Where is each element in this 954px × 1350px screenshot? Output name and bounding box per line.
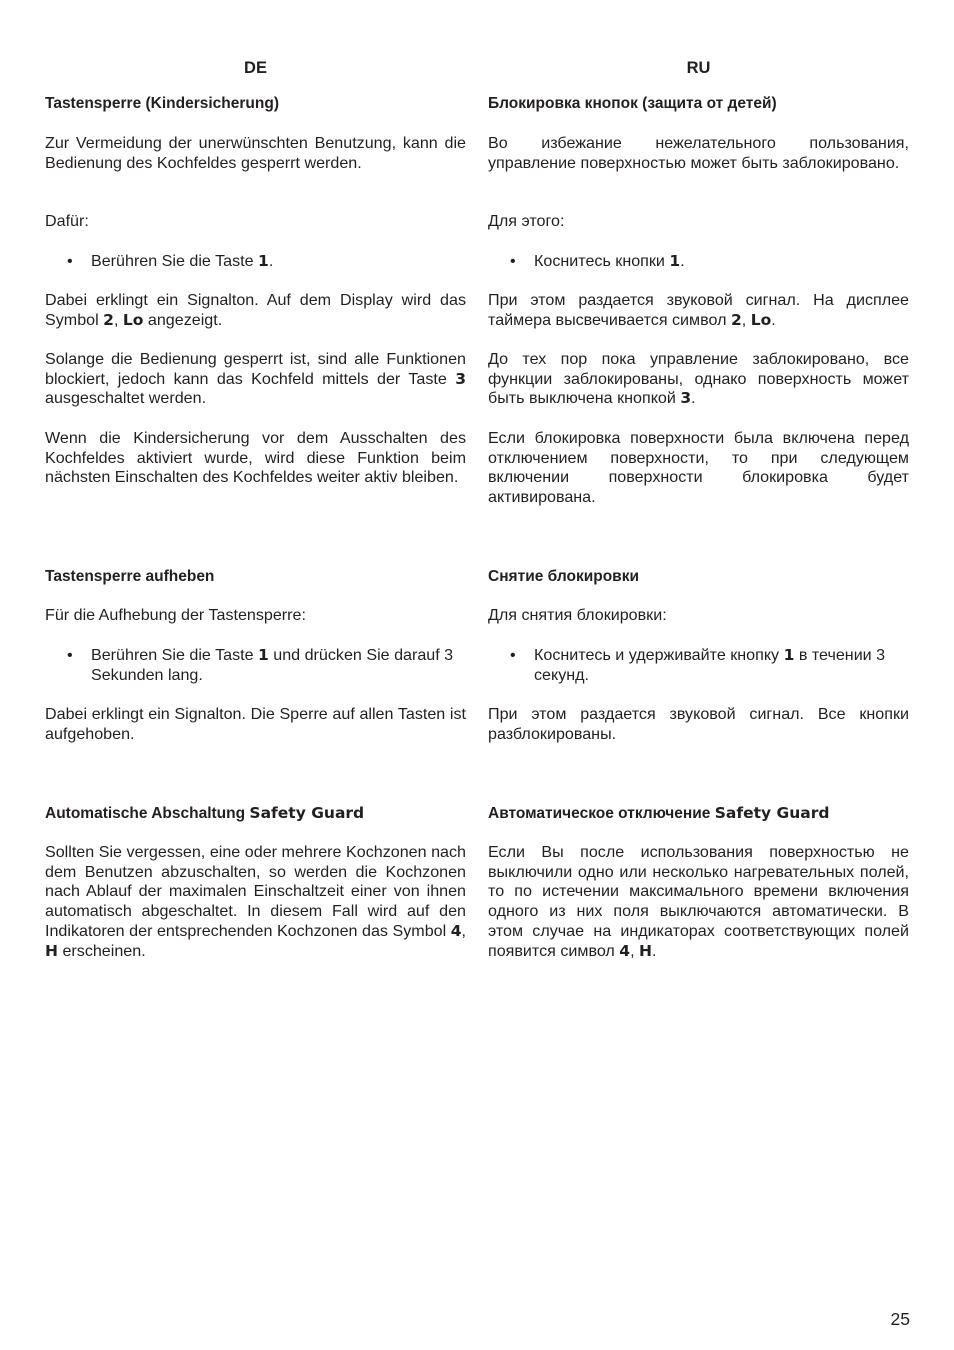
paragraph-key-lock-for-this: Для этого: [488, 212, 565, 230]
language-label-de: DE [244, 59, 267, 77]
safety-guard-brand: Safety Guard [249, 804, 365, 822]
paragraph-key-lock-persist: Если блокировка поверхности была включена перед отключением поверхности, то при следующем включении поверхности блокировка будет активирована. [488, 429, 909, 507]
display-symbol: Lo [122, 310, 144, 329]
bullet-dot-icon: • [67, 646, 73, 664]
display-symbol: H [45, 941, 58, 960]
heading-unlock: Снятие блокировки [488, 568, 639, 585]
key-symbol: 1 [783, 646, 795, 664]
heading-key-lock: Блокировка кнопок (защита от детей) [488, 95, 777, 112]
display-symbol: Lo [750, 310, 772, 329]
safety-guard-brand: Safety Guard [714, 804, 830, 822]
paragraph-key-lock-blocked: До тех пор пока управление заблокировано, все функции заблокированы, однако поверхность может быть выключена кнопкой 3. [488, 350, 909, 408]
paragraph-key-lock-signal: Dabei erklingt ein Signalton. Auf dem Display wird das Symbol 2, Lo angezeigt. [45, 291, 466, 329]
paragraph-safety-guard: Sollten Sie vergessen, eine oder mehrere Kochzonen nach dem Benutzen abzuschalten, so werden die Kochzonen nach Ablauf der maximalen Einschaltzeit einer von ihnen automatisch abgeschaltet. In diesem Fall wird auf den Indikatoren der entsprechenden Kochzonen das Symbol 4, H erscheinen. [45, 843, 466, 960]
heading-safety-guard: Автоматическое отключение Safety Guard [488, 804, 830, 822]
paragraph-unlock-signal: При этом раздается звуковой сигнал. Все кнопки разблокированы. [488, 705, 909, 743]
bullet-item-key-lock: • Berühren Sie die Taste 1. [67, 252, 274, 270]
heading-safety-guard: Automatische Abschaltung Safety Guard [45, 804, 365, 822]
bullet-item-unlock: • Коснитесь и удерживайте кнопку 1 в течении 3 секунд. [510, 646, 886, 684]
key-symbol: 1 [258, 646, 269, 664]
paragraph-safety-guard: Если Вы после использования поверхностью не выключили одно или несколько нагревательных полей, то по истечении максимального времени включения одного из них поля выключаются автоматически. В этом случае на индикаторах соответствующих полей появится символ 4, H. [488, 843, 909, 960]
language-label-ru: RU [686, 59, 711, 77]
paragraph-unlock-signal: Dabei erklingt ein Signalton. Die Sperre auf allen Tasten ist aufgehoben. [45, 705, 466, 743]
heading-key-lock: Tastensperre (Kindersicherung) [45, 95, 279, 112]
bullet-dot-icon: • [510, 646, 516, 664]
paragraph-unlock-intro: Для снятия блокировки: [488, 606, 667, 624]
key-symbol: 4 [450, 921, 462, 940]
bullet-item-key-lock: • Коснитесь кнопки 1. [510, 252, 685, 270]
display-symbol: H [639, 941, 653, 960]
bullet-dot-icon: • [510, 252, 516, 270]
paragraph-key-lock-signal: При этом раздается звуковой сигнал. На дисплее таймера высвечивается символ 2, Lo. [488, 291, 909, 329]
key-symbol: 1 [669, 252, 681, 270]
key-symbol: 3 [455, 369, 466, 388]
bullet-item-unlock: • Berühren Sie die Taste 1 und drücken Sie darauf 3 Sekunden lang. [67, 646, 454, 684]
page-number: 25 [890, 1309, 910, 1329]
paragraph-key-lock-persist: Wenn die Kindersicherung vor dem Ausschalten des Kochfeldes aktiviert wurde, wird diese Funktion beim nächsten Einschalten des Kochfeldes weiter aktiv bleiben. [45, 429, 466, 487]
paragraph-key-lock-for-this: Dafür: [45, 212, 89, 230]
heading-unlock: Tastensperre aufheben [45, 568, 215, 585]
paragraph-key-lock-intro: Во избежание нежелательного пользования, управление поверхностью может быть заблокировано. [488, 134, 909, 172]
paragraph-key-lock-blocked: Solange die Bedienung gesperrt ist, sind alle Funktionen blockiert, jedoch kann das Kochfeld mittels der Taste 3 ausgeschaltet werden. [45, 350, 466, 408]
paragraph-unlock-intro: Für die Aufhebung der Tastensperre: [45, 606, 306, 624]
key-symbol: 4 [619, 941, 631, 960]
key-symbol: 3 [680, 389, 692, 408]
bullet-dot-icon: • [67, 252, 73, 270]
paragraph-key-lock-intro: Zur Vermeidung der unerwünschten Benutzung, kann die Bedienung des Kochfeldes gesperrt werden. [45, 134, 466, 172]
key-symbol: 2 [103, 310, 114, 329]
key-symbol: 1 [258, 252, 269, 270]
key-symbol: 2 [730, 310, 742, 329]
